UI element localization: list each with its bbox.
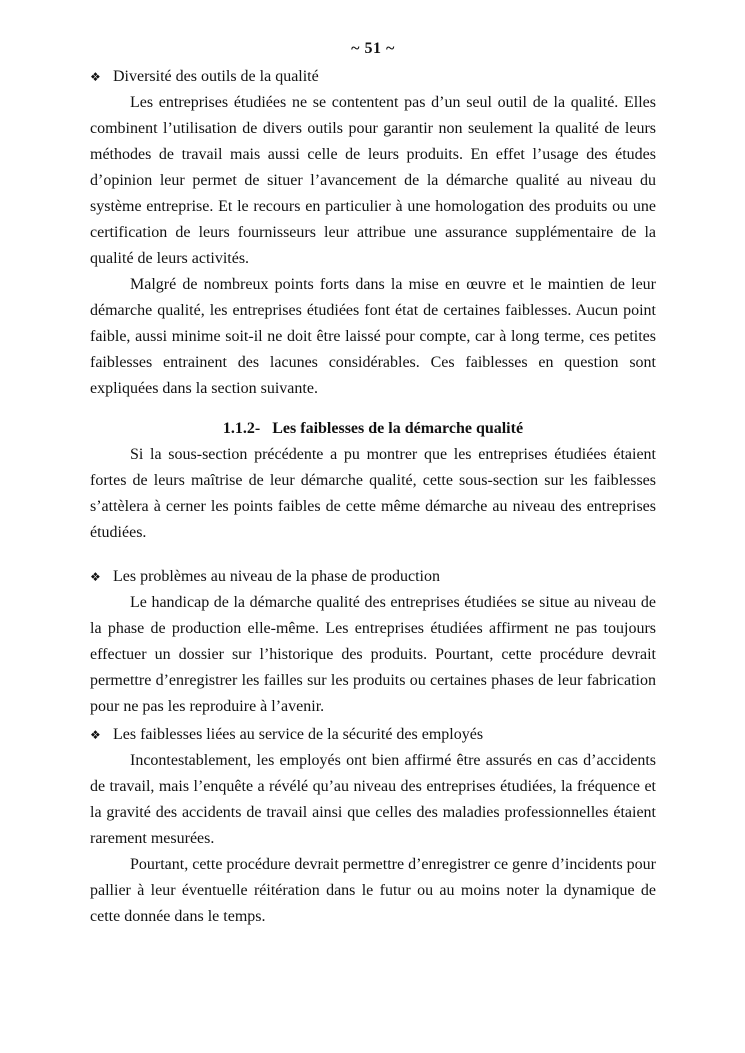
bullet-item-security: [90, 722, 656, 748]
paragraph-weaknesses-intro: Si la sous-section précédente a pu montrer que les entreprises étudiées étaient fortes de leurs maîtrise de leur démarche qualité, cette sous-section sur les faiblesses s’attèlera à cerner les points faibles de cette même démarche au niveau des entreprises étudiées.: [90, 446, 656, 541]
diamond-bullet-icon: ❖: [90, 728, 101, 742]
heading-number: 1.1.2-: [222, 420, 261, 437]
paragraph-quality-tools-2: Malgré de nombreux points forts dans la mise en œuvre et le maintien de leur démarche qualité, les entreprises étudiées font état de certaines faiblesses. Aucun point faible, aussi minime soit-il ne doit être laissé pour compte, car à long terme, ces petites faiblesses entrainent des lacunes considérables. Ces faiblesses en question sont expliquées dans la section suivante.: [90, 276, 656, 397]
paragraph-quality-tools-1: Les entreprises étudiées ne se contentent pas d’un seul outil de la qualité. Elles combinent l’utilisation de divers outils pour garantir non seulement la qualité de leurs méthodes de travail mais aussi celle de leurs produits. En effet l’usage des études d’opinion leur permet de situer l’avancement de la démarche qualité au niveau du système entreprise. Et le recours en particulier à une homologation des produits ou une certification de leurs fournisseurs leur attribue une assurance supplémentaire de la qualité de leurs activités.: [90, 94, 656, 267]
bullet-label-production: Les problèmes au niveau de la phase de production: [113, 568, 440, 585]
section-heading-weaknesses: [90, 416, 656, 442]
heading-title: Les faiblesses de la démarche qualité: [272, 420, 524, 437]
bullet-label-security: Les faiblesses liées au service de la sécurité des employés: [113, 726, 484, 743]
diamond-bullet-icon: ❖: [90, 570, 101, 584]
bullet-item-production: [90, 564, 656, 590]
bullet-item-quality-tools: [90, 64, 656, 90]
diamond-bullet-icon: ❖: [90, 70, 101, 84]
bullet-label-quality-tools: Diversité des outils de la qualité: [113, 68, 319, 85]
paragraph-security-2: Pourtant, cette procédure devrait permettre d’enregistrer ce genre d’incidents pour pallier à leur éventuelle réitération dans le futur ou au moins noter la dynamique de cette donnée dans le temps.: [90, 856, 656, 925]
paragraph-production: Le handicap de la démarche qualité des entreprises étudiées se situe au niveau de la phase de production elle-même. Les entreprises étudiées affirment ne pas toujours effectuer un dossier sur l’historique des produits. Pourtant, cette procédure devrait permettre d’enregistrer les failles sur les produits ou certaines phases de leur fabrication pour ne pas les reproduire à l’avenir.: [90, 594, 656, 715]
page-number: ~ 51 ~: [351, 40, 395, 57]
paragraph-security-1: Incontestablement, les employés ont bien affirmé être assurés en cas d’accidents de travail, mais l’enquête a révélé qu’au niveau des entreprises étudiées, la fréquence et la gravité des accidents de travail ainsi que celles des maladies professionnelles étaient rarement mesurées.: [90, 752, 656, 847]
